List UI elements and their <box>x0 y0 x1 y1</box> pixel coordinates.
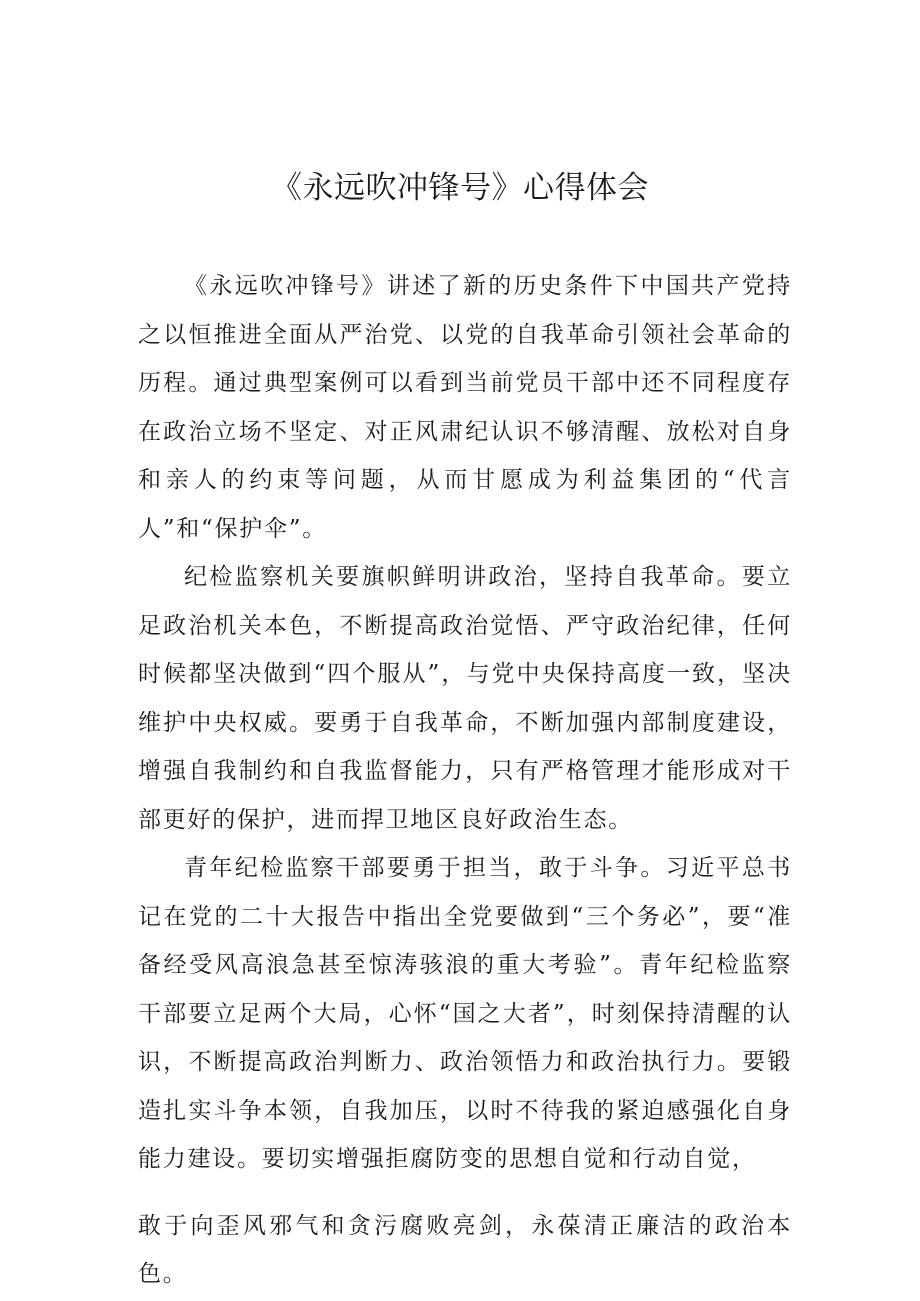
paragraph-1: 《永远吹冲锋号》讲述了新的历史条件下中国共产党持之以恒推进全面从严治党、以党的自我革命引领社会革命的历程。通过典型案例可以看到当前党员干部中还不同程度存在政治立场不坚定、对正风肃纪认识不够清醒、放松对自身和亲人的约束等问题，从而甘愿成为利益集团的“代言人”和“保护伞”。 <box>138 273 792 542</box>
document-title: 《永远吹冲锋号》心得体会 <box>271 170 649 206</box>
closing-line: 敢于向歪风邪气和贪污腐败亮剑，永葆清正廉洁的政治本色。 <box>138 1212 792 1287</box>
document-body <box>138 262 792 1299</box>
paragraph-3: 青年纪检监察干部要勇于担当，敢于斗争。习近平总书记在党的二十大报告中指出全党要做到“三个务必”，要“准备经受风高浪急甚至惊涛骇浪的重大考验”。青年纪检监察干部要立足两个大局，心怀“国之大者”，时刻保持清醒的认识，不断提高政治判断力、政治领悟力和政治执行力。要锻造扎实斗争本领，自我加压，以时不待我的紧迫感强化自身能力建设。要切实增强拒腐防变的思想自觉和行动自觉， <box>138 855 792 1172</box>
paragraph-2: 纪检监察机关要旗帜鲜明讲政治，坚持自我革命。要立足政治机关本色，不断提高政治觉悟、严守政治纪律，任何时候都坚决做到“四个服从”，与党中央保持高度一致，坚决维护中央权威。要勇于自我革命，不断加强内部制度建设，增强自我制约和自我监督能力，只有严格管理才能形成对干部更好的保护，进而捍卫地区良好政治生态。 <box>138 564 792 833</box>
